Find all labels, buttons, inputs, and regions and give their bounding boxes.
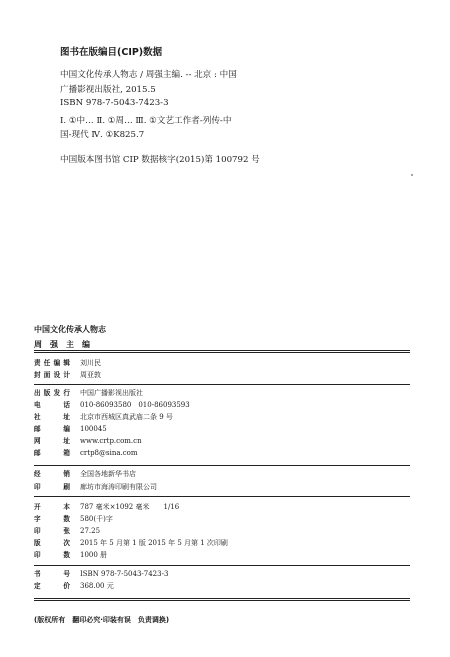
row-value: 周亚敦 bbox=[80, 371, 101, 379]
row-label: 印 张 bbox=[34, 527, 70, 535]
row-label: 书 号 bbox=[34, 570, 70, 578]
divider bbox=[34, 465, 410, 466]
cip-line-2: 广播影视出版社, 2015.5 bbox=[60, 85, 156, 95]
row-label: 电 话 bbox=[34, 401, 70, 409]
row-label: 网 址 bbox=[34, 437, 70, 445]
row-value: 2015 年 5 月第 1 版 2015 年 5 月第 1 次印刷 bbox=[80, 539, 228, 547]
cip-line-3: ISBN 978-7-5043-7423-3 bbox=[60, 98, 169, 108]
speck bbox=[411, 174, 413, 176]
divider bbox=[34, 565, 410, 566]
row-value: 全国各地新华书店 bbox=[80, 470, 136, 478]
cip-line-1: 中国文化传承人物志 / 周强主编. -- 北京 : 中国 bbox=[60, 70, 237, 80]
row-value: crtp8@sina.com bbox=[80, 449, 138, 457]
cip-line-5: 国-现代 Ⅳ. ①K825.7 bbox=[60, 130, 145, 140]
cip-heading: 图书在版编目(CIP)数据 bbox=[60, 47, 163, 58]
row-value: 1000 册 bbox=[80, 551, 108, 559]
row-value: 580(千)字 bbox=[80, 515, 113, 523]
row-label: 责任编辑 bbox=[34, 359, 70, 367]
row-value: 刘川民 bbox=[80, 359, 101, 367]
divider bbox=[34, 496, 410, 497]
row-value: 100045 bbox=[80, 425, 107, 433]
row-label: 版 次 bbox=[34, 539, 70, 547]
row-label: 出版发行 bbox=[34, 389, 70, 397]
row-value: 27.25 bbox=[80, 527, 101, 535]
row-value: 中国广播影视出版社 bbox=[80, 389, 143, 397]
row-label: 印 刷 bbox=[34, 483, 70, 491]
row-value: 北京市西城区真武庙二条 9 号 bbox=[80, 413, 173, 421]
row-label: 开 本 bbox=[34, 503, 70, 511]
row-label: 社 址 bbox=[34, 413, 70, 421]
row-label: 印 数 bbox=[34, 551, 70, 559]
cip-line-6: 中国版本图书馆 CIP 数据核字(2015)第 100792 号 bbox=[60, 155, 260, 165]
row-value: 787 毫米×1092 毫米 1/16 bbox=[80, 503, 180, 511]
book-title: 中国文化传承人物志 bbox=[34, 325, 106, 334]
row-label: 经 销 bbox=[34, 470, 70, 478]
row-value: ISBN 978-7-5043-7423-3 bbox=[80, 570, 169, 578]
row-value: 廊坊市海涛印刷有限公司 bbox=[80, 483, 157, 491]
row-value: www.crtp.com.cn bbox=[80, 437, 142, 445]
author-line: 周 强 主 编 bbox=[34, 340, 90, 349]
cip-line-4: Ⅰ. ①中… Ⅱ. ①周… Ⅲ. ①文艺工作者-列传-中 bbox=[60, 116, 232, 126]
copyright-notice: (版权所有 翻印必究·印装有误 负责调换) bbox=[34, 616, 170, 624]
divider bbox=[34, 598, 410, 601]
row-label: 邮 编 bbox=[34, 425, 70, 433]
row-value: 010-86093580 010-86093593 bbox=[80, 401, 190, 409]
row-label: 邮 箱 bbox=[34, 449, 70, 457]
row-label: 封面设计 bbox=[34, 371, 70, 379]
row-label: 字 数 bbox=[34, 515, 70, 523]
divider bbox=[34, 384, 410, 385]
row-label: 定 价 bbox=[34, 582, 70, 590]
divider bbox=[34, 350, 410, 353]
row-value: 368.00 元 bbox=[80, 582, 114, 590]
